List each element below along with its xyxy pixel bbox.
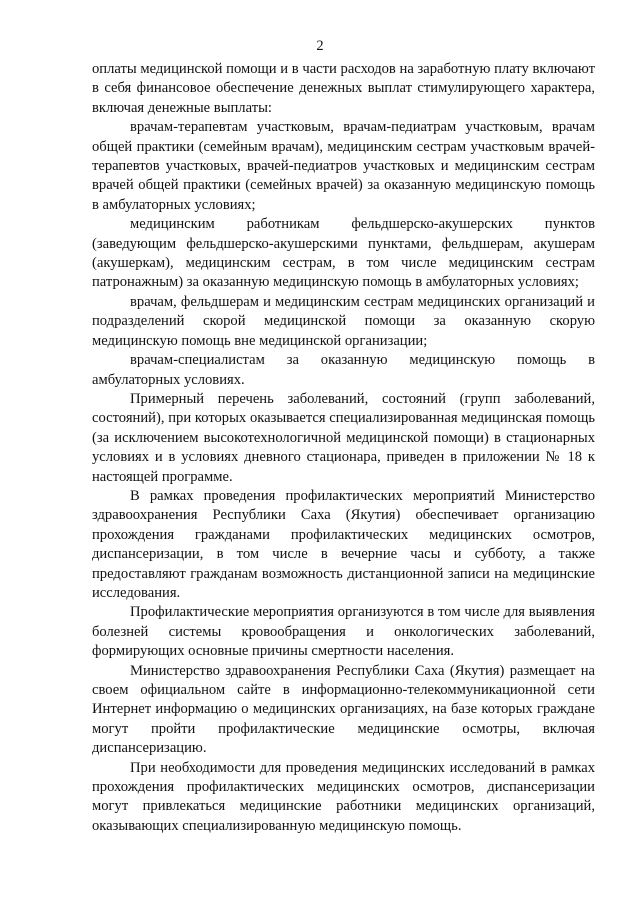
paragraph: Профилактические мероприятия организуются в том числе для выявления болезней системы кровообращения и онкологических заболеваний, формирующих основные причины смертности населения. <box>92 604 595 660</box>
paragraph: врачам, фельдшерам и медицинским сестрам медицинских организаций и подразделений скорой медицинской помощи за оказанную скорую медицинскую помощь вне медицинской организации; <box>92 293 595 349</box>
paragraph: В рамках проведения профилактических мероприятий Министерство здравоохранения Республики Саха (Якутия) обеспечивает организацию прохождения гражданами профилактических медицинских осмотров, диспансеризации, в том числе в вечерние часы и субботу, а также предоставляют гражданам возможность дистанционной записи на медицинские исследования. <box>92 487 595 601</box>
page-number: 2 <box>316 38 324 54</box>
document-body <box>92 60 595 836</box>
paragraph: При необходимости для проведения медицинских исследований в рамках прохождения профилактических медицинских осмотров, диспансеризации могут привлекаться медицинские работники медицинских организаций, оказывающих специализированную медицинскую помощь. <box>92 759 595 834</box>
paragraph: врачам-специалистам за оказанную медицинскую помощь в амбулаторных условиях. <box>92 352 595 388</box>
paragraph: Примерный перечень заболеваний, состояний (групп заболеваний, состояний), при которых оказывается специализированная медицинская помощь (за исключением высокотехнологичной медицинской помощи) в стационарных условиях и в условиях дневного стационара, приведен в приложении № 18 к настоящей программе. <box>92 390 595 485</box>
paragraph: врачам-терапевтам участковым, врачам-педиатрам участковым, врачам общей практики (семейным врачам), медицинским сестрам участковым врачей-терапевтов участковых, врачей-педиатров участковых и медицинским сестрам врачей общей практики (семейных врачей) за оказанную медицинскую помощь в амбулаторных условиях; <box>92 119 595 213</box>
paragraph: медицинским работникам фельдшерско-акушерских пунктов (заведующим фельдшерско-акушерскими пунктами, фельдшерам, акушерам (акушеркам), медицинским сестрам, в том числе медицинским сестрам патронажным) за оказанную медицинскую помощь в амбулаторных условиях; <box>92 216 595 291</box>
paragraph: Министерство здравоохранения Республики Саха (Якутия) размещает на своем официальном сайте в информационно-телекоммуникационной сети Интернет информацию о медицинских организациях, на базе которых граждане могут пройти профилактические медицинские осмотры, включая диспансеризацию. <box>92 662 595 757</box>
paragraph: оплаты медицинской помощи и в части расходов на заработную плату включают в себя финансовое обеспечение денежных выплат стимулирующего характера, включая денежные выплаты: <box>92 61 595 116</box>
